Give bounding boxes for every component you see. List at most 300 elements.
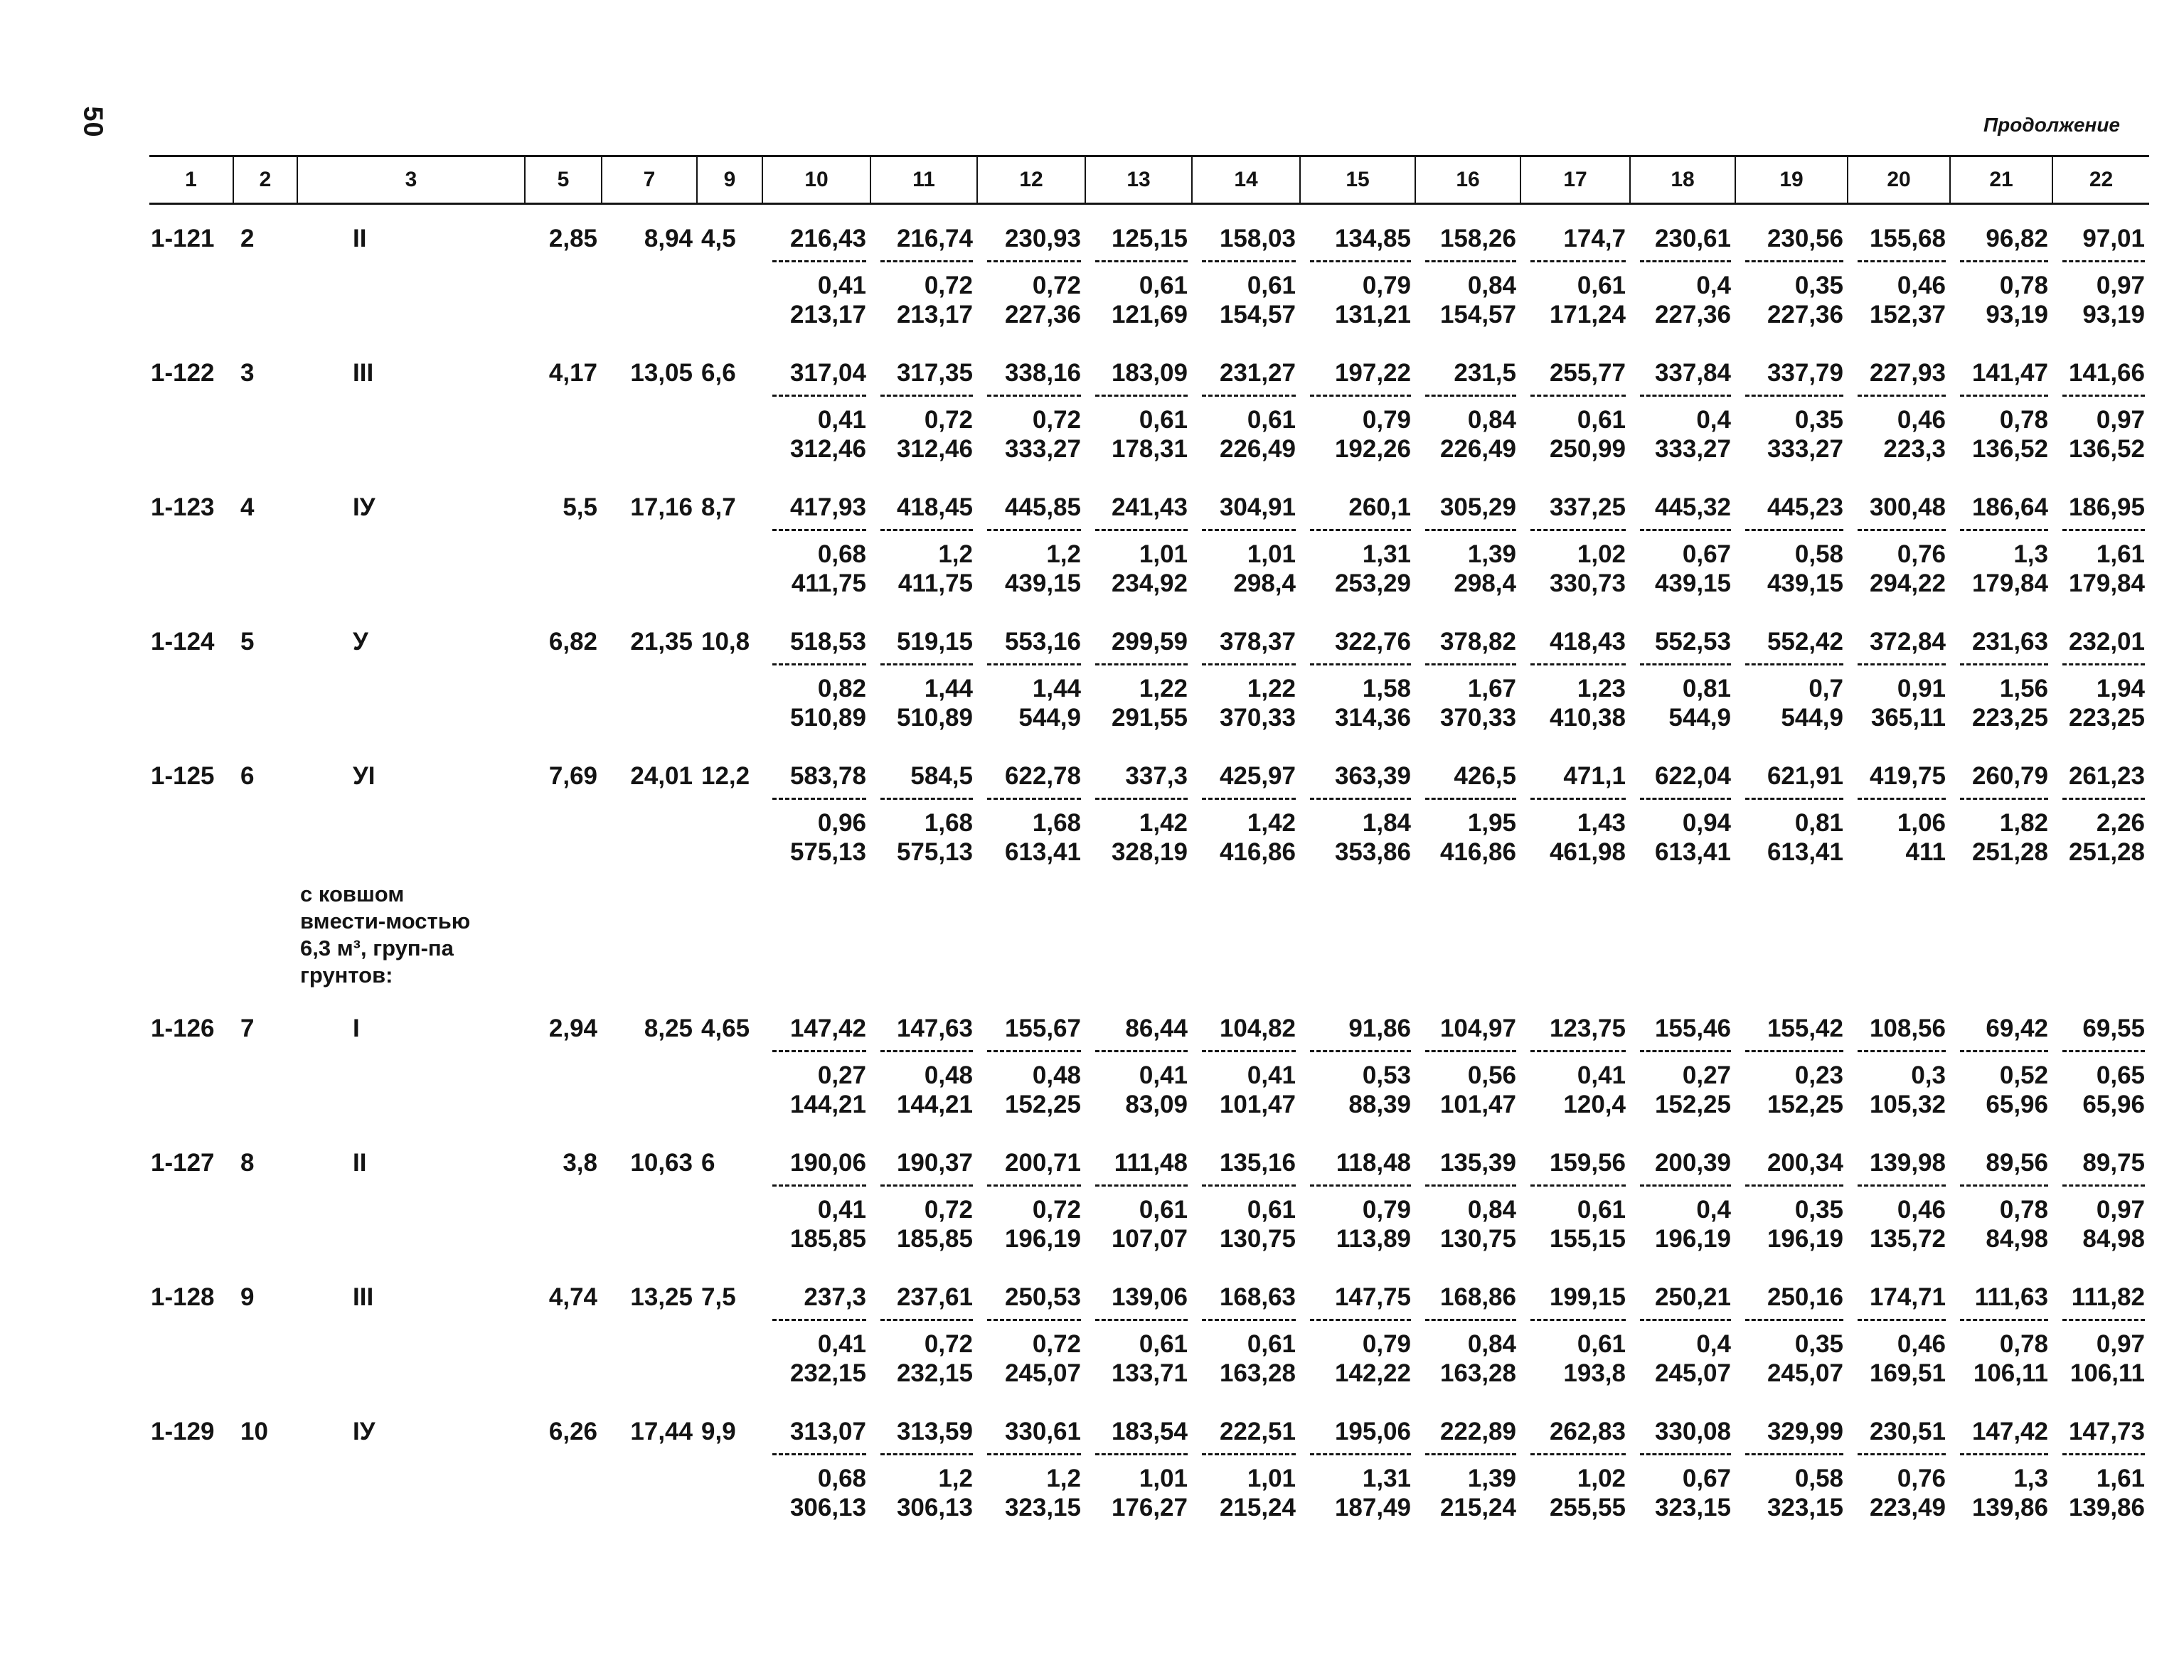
cell-fraction	[1415, 1187, 1520, 1263]
fraction	[1735, 1052, 1843, 1119]
fraction-top: 0,72	[1032, 1330, 1081, 1358]
fraction-top: 0,3	[1911, 1061, 1946, 1089]
fraction	[1735, 397, 1843, 464]
cell-fraction	[2052, 665, 2149, 742]
fraction-bottom: 105,32	[1869, 1091, 1946, 1118]
empty-cell	[149, 1455, 233, 1532]
fraction-top: 1,01	[1139, 540, 1188, 568]
fraction-top: 0,67	[1682, 540, 1731, 568]
fraction-top: 1,39	[1467, 540, 1516, 568]
cell-price	[1415, 1263, 1520, 1321]
fraction	[1630, 397, 1731, 464]
caption-cell	[297, 877, 525, 995]
cell-c9: 10,8	[701, 628, 750, 656]
fraction-bottom: 84,98	[1986, 1225, 2048, 1253]
cell-fraction	[1848, 800, 1950, 877]
cell-group: II	[353, 225, 367, 252]
empty-cell	[525, 1187, 602, 1263]
fraction	[1520, 1052, 1626, 1119]
fraction	[762, 800, 866, 867]
fraction-bottom: 185,85	[896, 1225, 973, 1253]
cell-c7: 13,25	[630, 1283, 693, 1311]
price-value: 147,63	[896, 1015, 973, 1042]
price-value: 69,55	[2082, 1015, 2145, 1042]
continuation-label: Продолжение	[1983, 114, 2120, 136]
fraction-bottom: 255,55	[1549, 1494, 1626, 1521]
fraction-bottom: 113,89	[1336, 1225, 1411, 1253]
fraction-top: 0,78	[1999, 1196, 2048, 1224]
cell-fraction	[2052, 1052, 2149, 1129]
cell-price	[1848, 608, 1950, 665]
fraction-top: 0,58	[1794, 540, 1843, 568]
fraction-bottom: 152,37	[1869, 301, 1946, 328]
empty-cell	[149, 262, 233, 339]
fraction-top: 0,61	[1247, 1330, 1296, 1358]
fraction	[1630, 665, 1731, 732]
fraction-top: 0,41	[817, 1330, 866, 1358]
cell-fraction	[1300, 1321, 1415, 1398]
fraction	[2052, 531, 2145, 598]
fraction-bottom: 298,4	[1233, 569, 1296, 597]
fraction-bottom: 88,39	[1348, 1091, 1411, 1118]
price-value: 190,06	[789, 1149, 866, 1177]
fraction	[1192, 800, 1296, 867]
empty-cell	[233, 1052, 297, 1129]
fraction-top: 0,65	[2096, 1061, 2145, 1089]
fraction	[1415, 1187, 1516, 1253]
cell-price	[1735, 995, 1848, 1052]
price-value: 69,42	[1986, 1015, 2048, 1042]
empty-cell	[297, 1187, 525, 1263]
fraction	[977, 1052, 1081, 1119]
fraction-top: 0,41	[817, 272, 866, 299]
fraction-bottom: 232,15	[789, 1359, 866, 1387]
cell-fraction	[870, 1321, 977, 1398]
cell-fraction	[977, 1455, 1085, 1532]
price-value: 250,16	[1767, 1283, 1843, 1311]
cell-price	[1520, 1129, 1630, 1187]
price-value: 231,5	[1454, 359, 1516, 387]
table-row	[149, 1263, 2149, 1321]
fraction	[1848, 800, 1946, 867]
table-row	[149, 204, 2149, 263]
empty-cell	[697, 877, 762, 995]
price-value: 155,46	[1654, 1015, 1731, 1042]
cell-price	[1415, 1398, 1520, 1455]
fraction-bottom: 227,36	[1654, 301, 1731, 328]
fraction-bottom: 178,31	[1111, 435, 1188, 463]
price-value: 230,61	[1654, 225, 1731, 252]
cell-price	[1950, 995, 2052, 1052]
cell-price	[762, 608, 870, 665]
fraction	[1950, 262, 2048, 329]
fraction-bottom: 84,98	[2082, 1225, 2145, 1253]
empty-cell	[602, 800, 697, 877]
cell-group: III	[353, 359, 374, 387]
price-value: 141,66	[2068, 359, 2145, 387]
fraction-bottom: 144,21	[789, 1091, 866, 1118]
fraction	[1192, 1455, 1296, 1522]
empty-cell	[149, 877, 233, 995]
fraction-bottom: 439,15	[1767, 569, 1843, 597]
cell-fraction	[1848, 1052, 1950, 1129]
fraction-bottom: 510,89	[789, 704, 866, 732]
price-value: 159,56	[1549, 1149, 1626, 1177]
cell-fraction	[1735, 665, 1848, 742]
cell-price	[870, 339, 977, 397]
fraction	[870, 397, 973, 464]
price-value: 141,47	[1971, 359, 2048, 387]
cell-code: 1-125	[151, 762, 215, 790]
empty-cell	[697, 262, 762, 339]
price-value: 299,59	[1111, 628, 1188, 656]
table-subrow	[149, 665, 2149, 742]
empty-cell	[297, 1455, 525, 1532]
price-value: 425,97	[1219, 762, 1296, 790]
price-value: 304,91	[1219, 493, 1296, 521]
price-value: 104,82	[1219, 1015, 1296, 1042]
fraction-top: 0,61	[1247, 406, 1296, 434]
cell-fraction	[1520, 1187, 1630, 1263]
price-value: 262,83	[1549, 1418, 1626, 1445]
cell-price	[1735, 204, 1848, 263]
fraction	[762, 397, 866, 464]
cell-fraction	[1630, 1052, 1735, 1129]
cell-fraction	[1735, 1187, 1848, 1263]
cell-group: III	[353, 1283, 374, 1311]
fraction	[2052, 800, 2145, 867]
fraction	[977, 1187, 1081, 1253]
fraction-top: 0,79	[1362, 1330, 1411, 1358]
price-value: 584,5	[910, 762, 973, 790]
cell-price	[1520, 1263, 1630, 1321]
empty-cell	[525, 531, 602, 608]
empty-cell	[1085, 877, 1192, 995]
cell-price	[1300, 339, 1415, 397]
empty-cell	[1192, 877, 1300, 995]
cell-fraction	[1735, 531, 1848, 608]
table-subrow	[149, 1187, 2149, 1263]
fraction-top: 0,68	[817, 540, 866, 568]
fraction-bottom: 215,24	[1439, 1494, 1516, 1521]
fraction	[977, 262, 1081, 329]
fraction-top: 0,23	[1794, 1061, 1843, 1089]
fraction-bottom: 152,25	[1004, 1091, 1081, 1118]
cell-price	[1192, 1263, 1300, 1321]
empty-cell	[762, 877, 870, 995]
price-value: 155,68	[1869, 225, 1946, 252]
cell-number: 5	[240, 628, 255, 656]
price-value: 260,1	[1348, 493, 1411, 521]
cell-price	[1848, 1398, 1950, 1455]
empty-cell	[233, 1187, 297, 1263]
fraction-bottom: 130,75	[1219, 1225, 1296, 1253]
empty-cell	[697, 800, 762, 877]
fraction-bottom: 163,28	[1439, 1359, 1516, 1387]
cell-price	[1630, 204, 1735, 263]
fraction-bottom: 370,33	[1439, 704, 1516, 732]
fraction	[1192, 1052, 1296, 1119]
cell-number: 2	[240, 225, 255, 252]
fraction	[1950, 1187, 2048, 1253]
fraction	[1950, 1455, 2048, 1522]
price-value: 300,48	[1869, 493, 1946, 521]
price-value: 231,27	[1219, 359, 1296, 387]
cell-fraction	[870, 665, 977, 742]
fraction-bottom: 136,52	[1971, 435, 2048, 463]
fraction-bottom: 152,25	[1767, 1091, 1843, 1118]
table-subrow	[149, 531, 2149, 608]
fraction-top: 1,31	[1362, 1465, 1411, 1492]
cell-fraction	[1735, 397, 1848, 473]
price-value: 91,86	[1348, 1015, 1411, 1042]
fraction	[1192, 1187, 1296, 1253]
cell-price	[2052, 1129, 2149, 1187]
cell-price	[1848, 339, 1950, 397]
fraction	[1630, 1455, 1731, 1522]
price-value: 418,43	[1549, 628, 1626, 656]
cell-price	[977, 742, 1085, 800]
cell-price	[1300, 1263, 1415, 1321]
cell-fraction	[1630, 1187, 1735, 1263]
cell-c7: 8,94	[644, 225, 693, 252]
price-value: 186,64	[1971, 493, 2048, 521]
price-value: 118,48	[1336, 1149, 1411, 1177]
empty-cell	[233, 877, 297, 995]
price-value: 445,85	[1004, 493, 1081, 521]
fraction-bottom: 155,15	[1549, 1225, 1626, 1253]
cell-price	[1300, 204, 1415, 263]
price-value: 378,37	[1219, 628, 1296, 656]
price-value: 250,53	[1004, 1283, 1081, 1311]
price-value: 329,99	[1767, 1418, 1843, 1445]
fraction-bottom: 298,4	[1454, 569, 1516, 597]
cell-price	[1300, 742, 1415, 800]
price-value: 337,3	[1125, 762, 1188, 790]
fraction-top: 0,61	[1247, 1196, 1296, 1224]
column-header: 3	[297, 156, 525, 204]
price-value: 231,63	[1971, 628, 2048, 656]
price-value: 96,82	[1986, 225, 2048, 252]
cell-fraction	[1848, 665, 1950, 742]
fraction-top: 0,56	[1467, 1061, 1516, 1089]
cell-fraction	[1192, 531, 1300, 608]
price-value: 111,48	[1114, 1149, 1188, 1177]
cell-price	[977, 204, 1085, 263]
cell-number: 7	[240, 1015, 255, 1042]
fraction-bottom: 223,49	[1869, 1494, 1946, 1521]
column-header: 16	[1415, 156, 1520, 204]
fraction-top: 1,61	[2096, 1465, 2145, 1492]
cell-fraction	[1520, 397, 1630, 473]
fraction-bottom: 575,13	[789, 838, 866, 866]
cell-c5: 2,94	[548, 1015, 597, 1042]
price-value: 553,16	[1004, 628, 1081, 656]
cell-group: II	[353, 1149, 367, 1177]
fraction-bottom: 234,92	[1111, 569, 1188, 597]
fraction	[1735, 1321, 1843, 1388]
fraction	[1520, 262, 1626, 329]
empty-cell	[525, 262, 602, 339]
fraction	[2052, 397, 2145, 464]
price-value: 227,93	[1869, 359, 1946, 387]
fraction-top: 0,61	[1577, 272, 1626, 299]
price-value: 89,56	[1986, 1149, 2048, 1177]
cell-price	[1520, 608, 1630, 665]
fraction	[1415, 1052, 1516, 1119]
cell-code: 1-127	[151, 1149, 215, 1177]
cell-price	[1735, 473, 1848, 531]
fraction-bottom: 135,72	[1869, 1225, 1946, 1253]
cell-c9: 9,9	[701, 1418, 736, 1445]
empty-cell	[149, 531, 233, 608]
fraction-top: 1,39	[1467, 1465, 1516, 1492]
cell-fraction	[1848, 1455, 1950, 1532]
empty-cell	[297, 1321, 525, 1398]
cell-fraction	[2052, 1455, 2149, 1532]
cell-group: IУ	[353, 1418, 375, 1445]
cell-fraction	[1735, 800, 1848, 877]
price-value: 135,39	[1439, 1149, 1516, 1177]
empty-cell	[149, 1187, 233, 1263]
price-value: 313,07	[789, 1418, 866, 1445]
cell-price	[1192, 1129, 1300, 1187]
fraction	[1950, 531, 2048, 598]
cell-fraction	[1630, 1321, 1735, 1398]
fraction	[977, 531, 1081, 598]
empty-cell	[149, 1321, 233, 1398]
fraction	[762, 1455, 866, 1522]
cell-price	[977, 473, 1085, 531]
fraction-top: 0,41	[1139, 1061, 1188, 1089]
fraction-bottom: 314,36	[1334, 704, 1411, 732]
fraction-bottom: 613,41	[1767, 838, 1843, 866]
empty-cell	[149, 665, 233, 742]
price-value: 125,15	[1111, 225, 1188, 252]
fraction-top: 0,4	[1696, 406, 1731, 434]
fraction-bottom: 353,86	[1334, 838, 1411, 866]
fraction	[1520, 665, 1626, 732]
fraction-top: 0,61	[1139, 272, 1188, 299]
fraction-top: 1,2	[1046, 1465, 1081, 1492]
cell-fraction	[1950, 1321, 2052, 1398]
fraction-bottom: 106,11	[1973, 1359, 2048, 1387]
fraction-bottom: 223,3	[1883, 435, 1946, 463]
fraction-bottom: 171,24	[1549, 301, 1626, 328]
fraction-top: 0,41	[817, 406, 866, 434]
page-number: 50	[78, 106, 108, 138]
cell-code: 1-129	[151, 1418, 215, 1445]
cell-price	[1520, 339, 1630, 397]
empty-cell	[697, 1052, 762, 1129]
cell-code: 1-124	[151, 628, 215, 656]
fraction-top: 0,53	[1362, 1061, 1411, 1089]
fraction-bottom: 154,57	[1219, 301, 1296, 328]
fraction-bottom: 226,49	[1219, 435, 1296, 463]
cell-c9: 4,5	[701, 225, 736, 252]
price-value: 190,37	[896, 1149, 973, 1177]
fraction-bottom: 250,99	[1549, 435, 1626, 463]
cell-fraction	[1630, 800, 1735, 877]
column-header: 13	[1085, 156, 1192, 204]
price-value: 230,93	[1004, 225, 1081, 252]
fraction	[1950, 800, 2048, 867]
fraction-top: 0,58	[1794, 1465, 1843, 1492]
fraction-top: 1,84	[1362, 809, 1411, 837]
cell-price	[1415, 608, 1520, 665]
header-row	[149, 156, 2149, 204]
cell-fraction	[1520, 1321, 1630, 1398]
cell-fraction	[1520, 800, 1630, 877]
fraction	[2052, 262, 2145, 329]
fraction-bottom: 510,89	[896, 704, 973, 732]
cell-fraction	[1300, 800, 1415, 877]
cell-fraction	[1415, 800, 1520, 877]
cell-c9: 7,5	[701, 1283, 736, 1311]
fraction-bottom: 192,26	[1334, 435, 1411, 463]
fraction-top: 1,42	[1139, 809, 1188, 837]
price-value: 330,61	[1004, 1418, 1081, 1445]
empty-cell	[697, 665, 762, 742]
empty-cell	[525, 397, 602, 473]
cell-fraction	[1300, 397, 1415, 473]
fraction-top: 0,84	[1467, 406, 1516, 434]
cell-price	[977, 608, 1085, 665]
fraction-bottom: 306,13	[896, 1494, 973, 1521]
empty-cell	[1520, 877, 1630, 995]
cell-price	[1735, 1398, 1848, 1455]
cell-price	[1085, 1398, 1192, 1455]
price-value: 168,86	[1439, 1283, 1516, 1311]
price-value: 139,98	[1869, 1149, 1946, 1177]
cell-fraction	[1192, 397, 1300, 473]
fraction	[1192, 262, 1296, 329]
price-value: 232,01	[2068, 628, 2145, 656]
fraction	[1300, 1187, 1411, 1253]
price-value: 255,77	[1549, 359, 1626, 387]
fraction-top: 0,78	[1999, 1330, 2048, 1358]
cell-price	[2052, 742, 2149, 800]
fraction-top: 1,06	[1897, 809, 1946, 837]
price-value: 222,89	[1439, 1418, 1516, 1445]
cell-fraction	[1085, 397, 1192, 473]
cell-c5: 5,5	[563, 493, 597, 521]
empty-cell	[602, 1321, 697, 1398]
cell-price	[2052, 995, 2149, 1052]
fraction	[1192, 531, 1296, 598]
fraction-bottom: 411	[1905, 838, 1946, 866]
fraction-top: 0,46	[1897, 1196, 1946, 1224]
cell-fraction	[1085, 1321, 1192, 1398]
empty-cell	[977, 877, 1085, 995]
cell-code: 1-121	[151, 225, 215, 252]
fraction	[1950, 1052, 2048, 1119]
price-value: 195,06	[1334, 1418, 1411, 1445]
cell-price	[762, 1129, 870, 1187]
table-row	[149, 742, 2149, 800]
fraction	[2052, 1455, 2145, 1522]
fraction-bottom: 439,15	[1654, 569, 1731, 597]
fraction-top: 0,68	[817, 1465, 866, 1492]
empty-cell	[525, 1455, 602, 1532]
empty-cell	[525, 665, 602, 742]
fraction-top: 0,48	[924, 1061, 973, 1089]
cell-fraction	[762, 262, 870, 339]
price-value: 260,79	[1971, 762, 2048, 790]
cell-fraction	[1735, 1052, 1848, 1129]
fraction-top: 0,35	[1794, 1330, 1843, 1358]
cell-price	[1735, 1263, 1848, 1321]
